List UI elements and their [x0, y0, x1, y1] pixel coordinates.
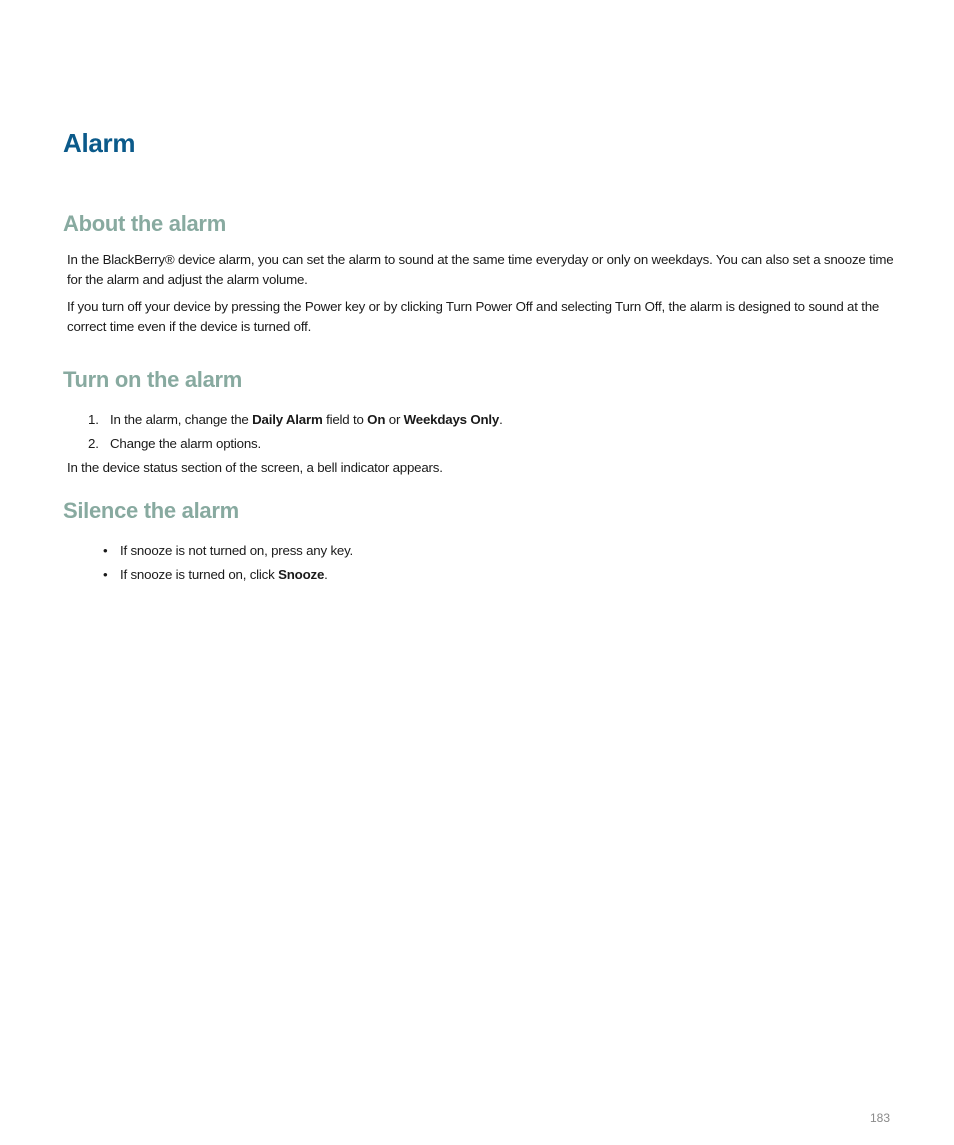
bullet-icon: • — [103, 567, 108, 582]
silence-bullets — [67, 541, 353, 589]
snooze-label: Snooze — [278, 567, 325, 582]
silence-heading: Silence the alarm — [63, 498, 239, 523]
step-number: 1. — [88, 412, 99, 427]
about-heading: About the alarm — [63, 211, 226, 236]
step-item: 2. Change the alarm options. — [67, 434, 503, 458]
turn-on-heading: Turn on the alarm — [63, 367, 243, 392]
about-paragraph-2: If you turn off your device by pressing the Power key or by clicking Turn Power Off and selecting Turn Off, the alarm is designed to sound at the correct time even if the device is turned off. — [67, 299, 880, 334]
daily-alarm-label: Daily Alarm — [252, 412, 323, 427]
turn-on-steps — [67, 410, 503, 458]
step-item: 1. In the alarm, change the Daily Alarm field to On or Weekdays Only. — [67, 410, 503, 434]
turn-on-note: In the device status section of the screen, a bell indicator appears. — [67, 460, 443, 475]
about-paragraph-1: In the BlackBerry® device alarm, you can set the alarm to sound at the same time everyday or only on weekdays. You can also set a snooze time for the alarm and adjust the alarm volume. — [67, 252, 894, 287]
step-number: 2. — [88, 436, 99, 451]
bullet-item: • If snooze is turned on, click Snooze. — [67, 565, 353, 589]
weekdays-only-label: Weekdays Only — [403, 412, 500, 427]
on-label: On — [367, 412, 386, 427]
page-title: Alarm — [63, 128, 136, 158]
bullet-item: • If snooze is not turned on, press any key. — [67, 541, 353, 565]
page-number: 183 — [869, 1111, 890, 1125]
bullet-icon: • — [103, 543, 108, 558]
